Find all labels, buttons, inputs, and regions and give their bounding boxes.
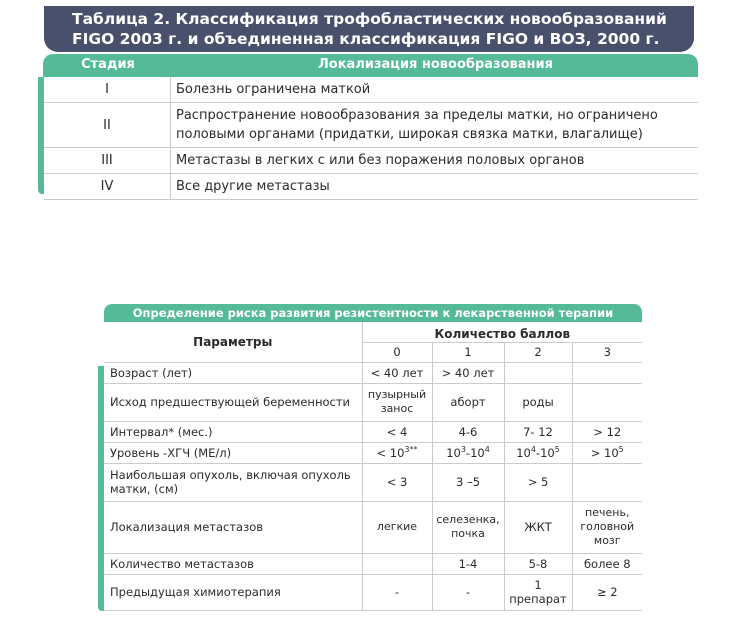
stage-cell: II	[44, 103, 171, 147]
score-cell: роды	[504, 383, 572, 421]
score-col-0: 0	[362, 342, 432, 362]
score-cell: более 8	[572, 553, 642, 574]
score-cell	[572, 362, 642, 383]
table2-row	[104, 574, 642, 610]
score-cell: легкие	[362, 501, 432, 553]
score-cell: печень, головной мозг	[572, 501, 642, 553]
param-cell: Предыдущая химиотерапия	[104, 574, 362, 610]
score-cell	[572, 463, 642, 501]
score-cell: 5-8	[504, 553, 572, 574]
score-cell: ≥ 2	[572, 574, 642, 610]
score-cell	[362, 553, 432, 574]
table1-title-line2: FIGO 2003 г. и объединенная классификация FIGO и ВОЗ, 2000 г.	[72, 30, 660, 48]
score-cell: < 4	[362, 421, 432, 442]
score-cell: > 40 лет	[432, 362, 504, 383]
score-cell: < 40 лет	[362, 362, 432, 383]
table1-title	[44, 6, 694, 52]
superscript: 5	[618, 444, 624, 454]
score-cell: селезенка, почка	[432, 501, 504, 553]
score-cell: 3 –5	[432, 463, 504, 501]
score-cell: 1 препарат	[504, 574, 572, 610]
table1-row	[44, 174, 698, 200]
score-cell: пузырный занос	[362, 383, 432, 421]
score-cell	[572, 383, 642, 421]
param-cell: Возраст (лет)	[104, 362, 362, 383]
score-cell	[362, 442, 432, 463]
superscript: 4	[530, 444, 536, 454]
superscript: 3**	[404, 444, 418, 454]
value-text: 10	[516, 445, 531, 460]
score-cell: -	[432, 574, 504, 610]
localization-cell: Распространение новообразования за пределы матки, но ограничено половыми органами (придатки, широкая связка матки, влагалище)	[176, 108, 658, 142]
localization-cell: Болезнь ограничена маткой	[176, 82, 371, 97]
table2-row	[104, 501, 642, 553]
stage-cell: IV	[44, 174, 171, 199]
superscript: 3	[460, 444, 466, 454]
param-cell: Интервал* (мес.)	[104, 421, 362, 442]
superscript: 5	[554, 444, 560, 454]
param-cell: Уровень -ХГЧ (МЕ/л)	[104, 442, 362, 463]
score-cell: 7- 12	[504, 421, 572, 442]
score-cell: 1-4	[432, 553, 504, 574]
table2-row	[104, 383, 642, 421]
table1-header	[43, 54, 698, 77]
table2-row	[104, 442, 642, 463]
table1-row	[44, 77, 698, 103]
score-cell	[504, 442, 572, 463]
score-cell: аборт	[432, 383, 504, 421]
table1-row	[44, 103, 698, 148]
table2-header-params: Параметры	[104, 322, 362, 362]
score-cell: -	[362, 574, 432, 610]
score-col-3: 3	[572, 342, 642, 362]
table2-header-score: Количество баллов	[362, 322, 642, 342]
value-text: < 10	[376, 445, 405, 460]
value-text: 10	[446, 445, 461, 460]
score-cell: > 12	[572, 421, 642, 442]
table2	[104, 322, 642, 611]
param-cell: Наибольшая опухоль, включая опухоль матки, (см)	[104, 463, 362, 501]
table1-header-localization: Локализация новообразования	[318, 57, 553, 72]
score-col-1: 1	[432, 342, 504, 362]
table1-title-line1: Таблица 2. Классификация трофобластических новообразований	[72, 10, 667, 28]
stage-cell: I	[44, 77, 171, 102]
stage-cell: III	[44, 148, 171, 173]
score-col-2: 2	[504, 342, 572, 362]
param-cell: Исход предшествующей беременности	[104, 383, 362, 421]
superscript: 4	[484, 444, 490, 454]
param-cell: Количество метастазов	[104, 553, 362, 574]
score-cell	[504, 362, 572, 383]
value-text: > 10	[590, 445, 619, 460]
table1-header-stage: Стадия	[81, 57, 135, 72]
param-cell: Локализация метастазов	[104, 501, 362, 553]
table2-row	[104, 553, 642, 574]
value-text: -10	[465, 445, 485, 460]
score-cell: ЖКТ	[504, 501, 572, 553]
table2-row	[104, 463, 642, 501]
table2-row	[104, 362, 642, 383]
score-cell: 4-6	[432, 421, 504, 442]
localization-cell: Все другие метастазы	[176, 179, 330, 194]
score-cell: < 3	[362, 463, 432, 501]
table2-row	[104, 421, 642, 442]
table1-body	[44, 77, 698, 200]
value-text: -10	[535, 445, 555, 460]
table2-title: Определение риска развития резистентности к лекарственной терапии	[104, 304, 642, 322]
score-cell	[572, 442, 642, 463]
score-cell: > 5	[504, 463, 572, 501]
table1-row	[44, 148, 698, 174]
localization-cell: Метастазы в легких с или без поражения половых органов	[176, 153, 585, 168]
score-cell	[432, 442, 504, 463]
